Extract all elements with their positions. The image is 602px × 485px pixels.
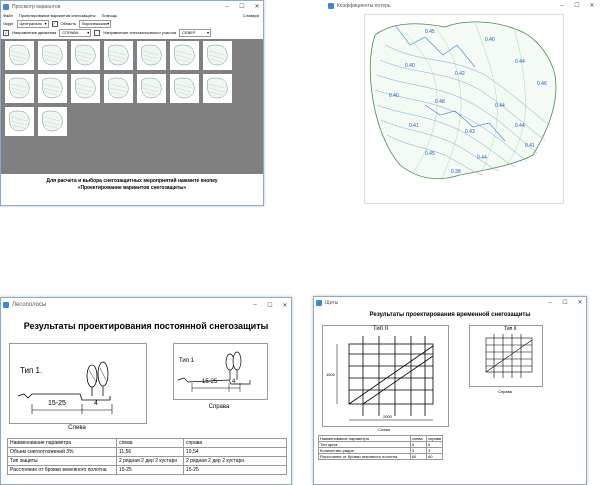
- table-header-row: [8, 439, 287, 448]
- map-label: 0.40: [485, 37, 495, 43]
- table-cell: II: [427, 442, 443, 448]
- table-cell: 3: [427, 448, 443, 454]
- table-cell: 15-25: [117, 466, 184, 475]
- map-label: 0.45: [425, 151, 435, 157]
- variant-thumbnail[interactable]: [170, 74, 199, 103]
- location-row: [1, 19, 263, 28]
- map-label: 0.48: [435, 99, 445, 105]
- minimize-icon[interactable]: –: [548, 299, 552, 306]
- left-belt-dim1: 15-25: [48, 400, 66, 407]
- variant-thumbnail[interactable]: [104, 41, 133, 70]
- table-cell: 2 рядная 2 дер 2 кустарн.: [184, 457, 287, 466]
- variant-thumbnail[interactable]: [5, 74, 34, 103]
- right-shield-diagram: [469, 325, 543, 387]
- map-label: 0.40: [405, 63, 415, 69]
- window-title: Просмотр вариантов: [12, 3, 61, 10]
- maximize-icon[interactable]: ☐: [239, 4, 245, 10]
- variant-thumbnail[interactable]: [137, 74, 166, 103]
- close-icon[interactable]: ✕: [254, 4, 260, 10]
- menu-file[interactable]: Файл: [3, 13, 13, 18]
- direction-checkbox[interactable]: ✓: [4, 29, 8, 35]
- map-label: 0.44: [495, 103, 505, 109]
- direction-label: Направление движения: [12, 30, 57, 35]
- left-shield-height: 1500: [326, 372, 335, 377]
- shields-window: [313, 296, 587, 485]
- table-cell: Количество рядов: [319, 448, 411, 454]
- isoline-map-canvas: [365, 15, 563, 203]
- variant-thumbnail[interactable]: [71, 41, 100, 70]
- left-belt-type: Тип 1.: [20, 366, 43, 375]
- table-header-cell: справа: [184, 439, 287, 448]
- left-caption: Слева: [68, 425, 86, 431]
- forest-belts-window: [0, 297, 292, 485]
- map-label: 0.44: [515, 59, 525, 65]
- table-cell: 3: [410, 448, 426, 454]
- snow-direction-checkbox[interactable]: [94, 30, 100, 36]
- table-header-cell: Наименование параметра: [319, 436, 411, 442]
- app-icon: [3, 302, 9, 308]
- variant-thumbnail[interactable]: [137, 41, 166, 70]
- window-title: Щиты: [325, 299, 339, 306]
- left-belt-diagram: [9, 343, 147, 424]
- instruction-line-2: «Проектирование вариантов снегозащиты»: [77, 185, 187, 191]
- results-heading: Результаты проектирования временной снегозащиты: [369, 312, 531, 318]
- table-header-cell: справа: [428, 436, 441, 441]
- variant-thumbnail[interactable]: [170, 41, 199, 70]
- table-row[interactable]: [8, 466, 287, 475]
- table-cell: Расстояние от бровки земляного полотна: [319, 454, 411, 460]
- table-header-cell: слева: [410, 436, 426, 442]
- minimize-icon[interactable]: –: [225, 3, 229, 10]
- right-belt-dim2: 4: [232, 379, 236, 385]
- close-icon[interactable]: ✕: [589, 3, 595, 9]
- app-icon: [316, 300, 322, 306]
- variants-window: [0, 0, 264, 206]
- map-label: 0.43: [465, 129, 475, 135]
- table-cell: Тип защиты: [8, 457, 117, 466]
- right-belt-diagram: [173, 343, 268, 400]
- right-belt-type: Тип 1: [179, 358, 195, 364]
- map-label: 0.41: [409, 123, 419, 129]
- table-cell: 60: [427, 454, 443, 460]
- table-header-cell: Наименование параметра: [8, 439, 117, 448]
- menu-help[interactable]: Помощь: [101, 13, 117, 18]
- snow-direction-label: Направление снегозаносимого участка: [103, 30, 177, 35]
- variant-thumbnail[interactable]: [203, 41, 232, 70]
- map-label: 0.44: [515, 123, 525, 129]
- left-caption: Слева: [378, 427, 390, 432]
- right-shield-type: Тип II: [504, 326, 517, 332]
- variant-thumbnail[interactable]: [38, 107, 67, 136]
- table-row[interactable]: [8, 457, 287, 466]
- left-shield-diagram: [322, 325, 449, 427]
- table-cell: 2 рядная 2 дер 2 кустарн: [117, 457, 184, 466]
- district-select[interactable]: Центрально ▾: [17, 20, 49, 28]
- map-label: 0.38: [451, 169, 461, 175]
- map-label: 0.45: [425, 29, 435, 35]
- variant-thumbnail[interactable]: [38, 41, 67, 70]
- minimize-icon[interactable]: –: [560, 2, 564, 9]
- district-label: Округ: [3, 21, 14, 26]
- table-cell: 60: [410, 454, 426, 460]
- map-label: 0.40: [389, 93, 399, 99]
- menu-bar: [1, 12, 263, 19]
- menu-design-variants[interactable]: Проектирование вариантов снегозащиты: [18, 13, 96, 18]
- map-label: 0.42: [455, 71, 465, 77]
- direction-row: [1, 28, 263, 37]
- table-cell: Объем снегоотложений 3%: [8, 448, 117, 457]
- left-shield-type: Тип II: [373, 326, 389, 332]
- map-label: 0.46: [537, 81, 547, 87]
- isoline-map: [364, 14, 564, 204]
- table-cell: Тип щита: [319, 442, 411, 448]
- variant-thumbnail[interactable]: [203, 74, 232, 103]
- right-caption: Справа: [208, 404, 230, 410]
- direction-select[interactable]: СПРАВА ▾: [59, 29, 91, 37]
- region-label: Область: [60, 21, 77, 26]
- table-cell: 11,56: [117, 448, 184, 457]
- table-row[interactable]: [8, 448, 287, 457]
- close-icon[interactable]: ✕: [577, 300, 583, 306]
- loss-coefficients-window: [326, 0, 598, 206]
- table-cell: 10,54: [184, 448, 287, 457]
- variants-gallery: [1, 39, 263, 174]
- table-cell: II: [410, 442, 426, 448]
- table-cell: Расстояние от бровки земляного полотна: [8, 466, 117, 475]
- variant-thumbnail[interactable]: [5, 41, 34, 70]
- shields-titlebar: [314, 297, 586, 308]
- table-header-cell: слева: [117, 439, 184, 448]
- close-icon[interactable]: ✕: [282, 302, 288, 309]
- variant-thumbnail[interactable]: [38, 74, 67, 103]
- maximize-icon[interactable]: ☐: [267, 302, 273, 309]
- right-belt-dim1: 15-25: [202, 379, 218, 385]
- variant-thumbnail[interactable]: [104, 74, 133, 103]
- forest-belts-titlebar: [1, 298, 291, 312]
- table-row[interactable]: [319, 454, 443, 460]
- left-shield-width: 2000: [383, 414, 392, 419]
- region-checkbox[interactable]: ✓: [52, 20, 57, 26]
- window-title: Лесополосы: [12, 302, 47, 308]
- app-icon: [3, 4, 9, 10]
- shield-params-table: [318, 435, 443, 460]
- app-icon: [328, 3, 334, 9]
- instruction-text: [1, 178, 263, 192]
- variant-thumbnail[interactable]: [71, 74, 100, 103]
- variant-thumbnail[interactable]: [5, 107, 34, 136]
- coefficients-titlebar: [326, 0, 598, 11]
- instruction-line-1: Для расчета и выбора снегозащитных мероприятий нажмите кнопку: [46, 178, 218, 184]
- results-heading: Результаты проектирования постоянной снегозащиты: [23, 321, 269, 331]
- variants-titlebar: [1, 1, 263, 12]
- left-belt-dim2: 4: [94, 400, 98, 407]
- region-select[interactable]: Воронежская ▾: [79, 20, 111, 28]
- map-label: 0.41: [525, 143, 535, 149]
- forest-params-table: [7, 438, 287, 475]
- right-caption: Справа: [498, 389, 512, 394]
- maximize-icon[interactable]: ☐: [574, 3, 580, 9]
- map-label: 0.44: [477, 155, 487, 161]
- window-title: Коэффициенты потерь: [337, 2, 391, 9]
- menu-dictionaries[interactable]: Словари: [242, 13, 259, 18]
- snow-direction-select[interactable]: СЕВЕР ▾: [179, 29, 211, 37]
- maximize-icon[interactable]: ☐: [562, 300, 568, 306]
- table-cell: 15-25: [184, 466, 287, 475]
- minimize-icon[interactable]: –: [253, 302, 257, 308]
